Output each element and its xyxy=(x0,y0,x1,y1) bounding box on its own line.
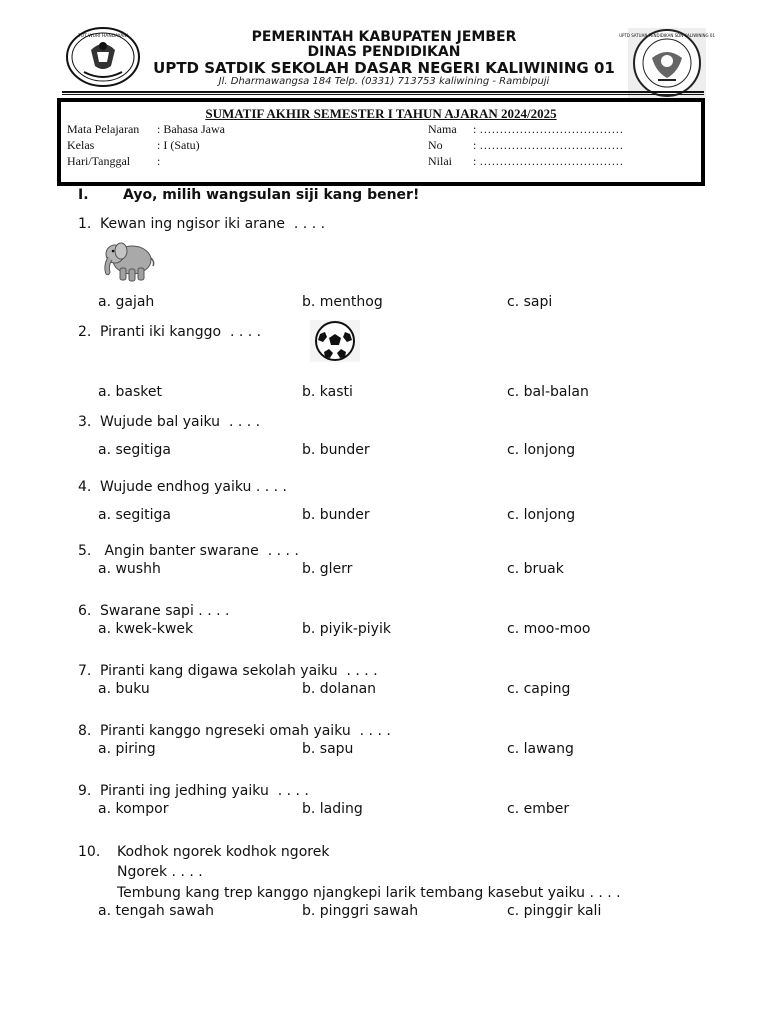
question-2-text: Piranti iki kanggo . . . . xyxy=(100,324,262,340)
section-number: I. xyxy=(78,187,89,203)
exam-info-box xyxy=(57,98,705,186)
question-5-option-c[interactable]: c. bruak xyxy=(507,561,564,577)
subject-label: Mata Pelajaran xyxy=(67,122,140,136)
question-10-option-c[interactable]: c. pinggir kali xyxy=(507,903,602,919)
question-9-number: 9. xyxy=(78,783,92,799)
header-rule-thick xyxy=(62,91,704,93)
question-6-number: 6. xyxy=(78,603,92,619)
question-6-option-b[interactable]: b. piyik-piyik xyxy=(302,621,391,637)
question-5-option-b[interactable]: b. glerr xyxy=(302,561,353,577)
date-value: : xyxy=(157,154,161,168)
question-8-option-b[interactable]: b. sapu xyxy=(302,741,354,757)
name-label: Nama xyxy=(428,122,457,136)
question-5-number: 5. xyxy=(78,543,92,559)
header-address: Jl. Dharmawangsa 184 Telp. (0331) 713753 kaliwining - Rambipuji xyxy=(218,76,550,87)
question-7-text: Piranti kang digawa sekolah yaiku . . . . xyxy=(100,663,378,679)
class-label: Kelas xyxy=(67,138,95,152)
question-9-option-c[interactable]: c. ember xyxy=(507,801,570,817)
question-6-option-a[interactable]: a. kwek-kwek xyxy=(98,621,194,637)
question-10-text-line3: Tembung kang trep kanggo njangkepi larik tembang kasebut yaiku . . . . xyxy=(117,885,621,901)
header-government: PEMERINTAH KABUPATEN JEMBER xyxy=(251,29,517,45)
question-5-option-a[interactable]: a. wushh xyxy=(98,561,161,577)
question-7-option-a[interactable]: a. buku xyxy=(98,681,150,697)
question-3-option-c[interactable]: c. lonjong xyxy=(507,442,576,458)
score-field[interactable]: : ……………………………… xyxy=(473,154,624,168)
question-8-option-a[interactable]: a. piring xyxy=(98,741,156,757)
date-label: Hari/Tanggal xyxy=(67,154,131,168)
question-5-text: Angin banter swarane . . . . xyxy=(100,543,299,559)
question-10-text: Kodhok ngorek kodhok ngorek xyxy=(117,844,330,860)
question-1-option-a[interactable]: a. gajah xyxy=(98,294,155,310)
question-4-option-a[interactable]: a. segitiga xyxy=(98,507,172,523)
question-4-text: Wujude endhog yaiku . . . . xyxy=(100,479,287,495)
question-7-number: 7. xyxy=(78,663,92,679)
question-9-option-b[interactable]: b. lading xyxy=(302,801,363,817)
exam-title: SUMATIF AKHIR SEMESTER I TAHUN AJARAN 2024/2025 xyxy=(205,106,557,121)
question-4-option-b[interactable]: b. bunder xyxy=(302,507,370,523)
header-school: UPTD SATDIK SEKOLAH DASAR NEGERI KALIWINING 01 xyxy=(153,59,615,77)
question-10-option-a[interactable]: a. tengah sawah xyxy=(98,903,215,919)
number-field[interactable]: : ……………………………… xyxy=(473,138,624,152)
elephant-icon xyxy=(100,236,158,284)
question-8-option-c[interactable]: c. lawang xyxy=(507,741,574,757)
question-10-number: 10. xyxy=(78,844,101,860)
score-label: Nilai xyxy=(428,154,452,168)
question-3-number: 3. xyxy=(78,414,92,430)
question-7-option-b[interactable]: b. dolanan xyxy=(302,681,377,697)
right-logo-text: UPTD SATUAN PENDIDIKAN SDN KALIWINING 01 xyxy=(619,33,715,38)
question-3-option-a[interactable]: a. segitiga xyxy=(98,442,172,458)
question-4-option-c[interactable]: c. lonjong xyxy=(507,507,576,523)
question-1-text: Kewan ing ngisor iki arane . . . . xyxy=(100,216,326,232)
question-2-number: 2. xyxy=(78,324,92,340)
question-10-option-b[interactable]: b. pinggri sawah xyxy=(302,903,419,919)
class-value: : I (Satu) xyxy=(157,138,200,152)
subject-value: : Bahasa Jawa xyxy=(157,122,225,136)
soccer-ball-icon xyxy=(310,320,360,362)
left-logo-text: TUT WURI HANDAYANI xyxy=(78,34,128,39)
question-8-text: Piranti kanggo ngreseki omah yaiku . . . . xyxy=(100,723,391,739)
question-2-option-c[interactable]: c. bal-balan xyxy=(507,384,589,400)
question-3-text: Wujude bal yaiku . . . . xyxy=(100,414,261,430)
question-9-text: Piranti ing jedhing yaiku . . . . xyxy=(100,783,309,799)
number-label: No xyxy=(428,138,443,152)
question-9-option-a[interactable]: a. kompor xyxy=(98,801,169,817)
question-1-number: 1. xyxy=(78,216,92,232)
section-heading xyxy=(78,187,420,203)
question-6-text: Swarane sapi . . . . xyxy=(100,603,230,619)
header-department: DINAS PENDIDIKAN xyxy=(307,44,461,60)
question-10-text-line2: Ngorek . . . . xyxy=(117,864,203,880)
question-7-option-c[interactable]: c. caping xyxy=(507,681,571,697)
question-1-option-c[interactable]: c. sapi xyxy=(507,294,553,310)
question-8-number: 8. xyxy=(78,723,92,739)
section-title: Ayo, milih wangsulan siji kang bener! xyxy=(123,187,420,203)
question-2-option-b[interactable]: b. kasti xyxy=(302,384,353,400)
question-1-option-b[interactable]: b. menthog xyxy=(302,294,383,310)
question-2-option-a[interactable]: a. basket xyxy=(98,384,162,400)
question-3-option-b[interactable]: b. bunder xyxy=(302,442,370,458)
question-6-option-c[interactable]: c. moo-moo xyxy=(507,621,591,637)
header-rule-thin xyxy=(62,94,704,95)
question-4-number: 4. xyxy=(78,479,92,495)
name-field[interactable]: : ……………………………… xyxy=(473,122,624,136)
